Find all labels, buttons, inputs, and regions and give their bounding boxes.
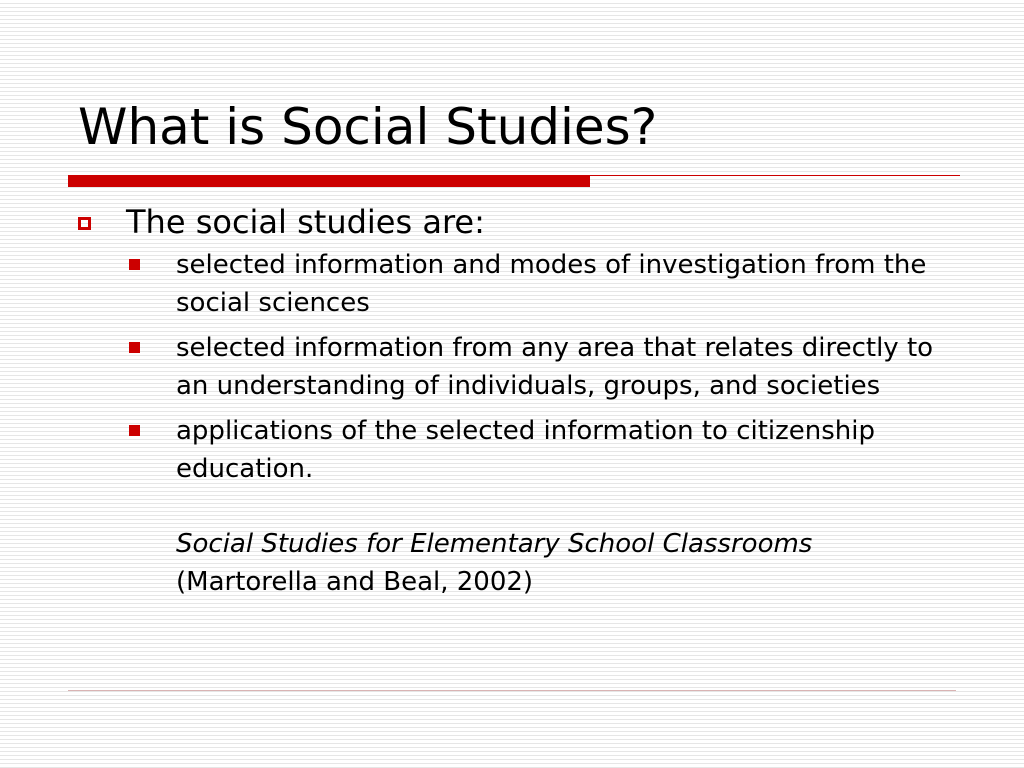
sub-bullet-text: applications of the selected information to citizenship education. bbox=[176, 416, 876, 485]
sub-bullet-text: selected information from any area that relates directly to an understanding of individuals, groups, and societies bbox=[176, 333, 934, 402]
filled-square-icon bbox=[129, 342, 140, 353]
bullet-item bbox=[78, 203, 958, 242]
bullet-text: The social studies are: bbox=[126, 203, 485, 241]
title-underline-thick bbox=[68, 175, 590, 187]
hollow-square-icon bbox=[78, 217, 91, 230]
filled-square-icon bbox=[129, 425, 140, 436]
citation-source: (Martorella and Beal, 2002) bbox=[176, 567, 534, 598]
citation-title: Social Studies for Elementary School Classrooms bbox=[176, 529, 813, 560]
citation bbox=[78, 525, 958, 601]
bottom-divider bbox=[68, 690, 956, 691]
sub-bullet-item bbox=[78, 246, 958, 322]
slide-title: What is Social Studies? bbox=[78, 98, 658, 156]
filled-square-icon bbox=[129, 259, 140, 270]
title-underline-thin bbox=[590, 175, 960, 176]
sub-bullet-text: selected information and modes of investigation from the social sciences bbox=[176, 250, 927, 319]
sub-bullet-list bbox=[78, 246, 958, 488]
sub-bullet-item bbox=[78, 412, 958, 488]
slide-body bbox=[78, 203, 958, 601]
sub-bullet-item bbox=[78, 329, 958, 405]
